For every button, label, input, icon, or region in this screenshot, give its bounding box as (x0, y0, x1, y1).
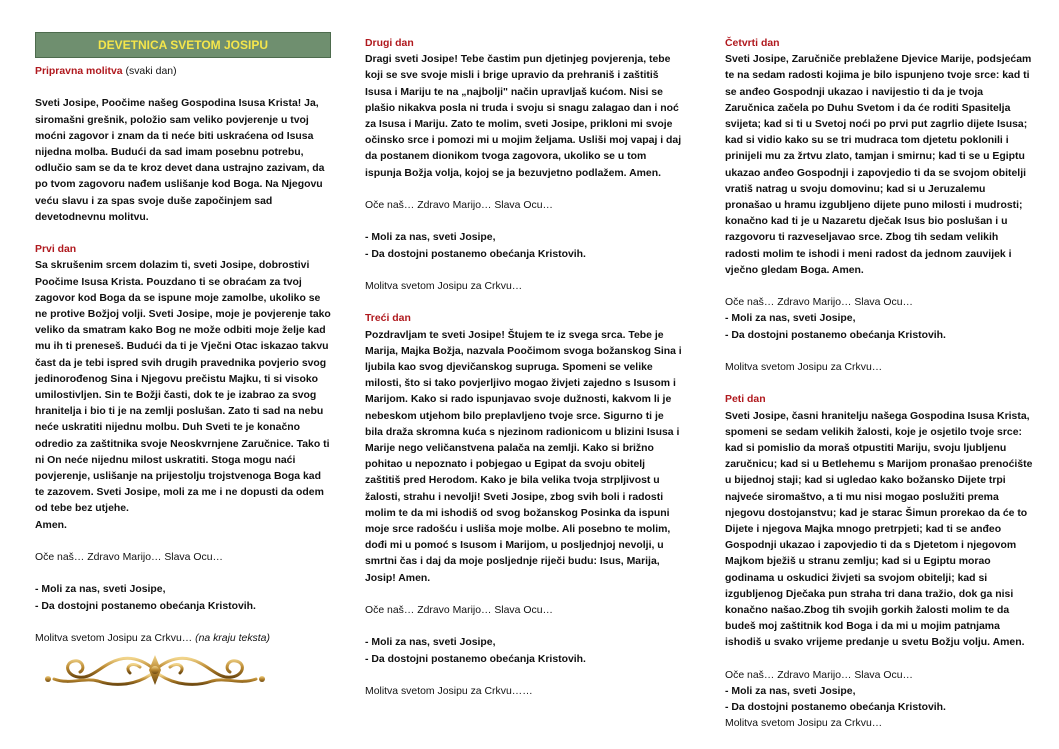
day2-heading: Drugi dan (365, 38, 414, 49)
response-line-2b: - Da dostojni postanemo obećanja Kristovih. (365, 653, 586, 665)
church-prayer: Molitva svetom Josipu za Crkvu… (725, 362, 883, 374)
church-prayer-2: Molitva svetom Josipu za Crkvu… (725, 718, 883, 730)
document-title: DEVETNICA SVETOM JOSIPU (35, 32, 331, 58)
day5-text: Sveti Josipe, časni hranitelju našega Gospodina Isusa Krista, spomeni se sedam velikih žalosti, koje je osjetilo tvoje srce: kad si pomislio da moraš otpustiti Mariju, svoju ljubljenu zaručnicu; kad si u Betlehemu s Marijom pronašao prenoćište u bijednoj staji; kad si ugledao kako božansko Dijete trpi najveće siromaštvo, a ti mu nisi mogao poslužiti prema njegovu dostojanstvu; kad je starac Šimun prorekao da će to Dijete i njegova Majka mnogo pretrpjeti; kad ti se anđeo Gospodnji ukazao i zapovjedio ti da s Djetetom i njegovom Majkom bježiš u stranu zemlju; kad si u Egiptu morao godinama u oskudici živjeti sa svojom obitelji; kad si izgubljenog Dječaka pun straha tri dana tražio, dok ga nisi konačno našao.Zbog tih svojih gorkih žalosti molim te da budeš moj zaštitnik kod Boga i da mi u mojim patnjama ishodiš u svako vrijeme predanje u svetu Božju volju. Amen. (725, 410, 1033, 649)
prayers-line: Oče naš… Zdravo Marijo… Slava Ocu… (365, 200, 553, 212)
prep-heading-line (35, 64, 331, 80)
prayers-line: Oče naš… Zdravo Marijo… Slava Ocu… (35, 552, 223, 564)
ornament-divider-icon (40, 647, 270, 693)
day5-heading: Peti dan (725, 394, 766, 406)
column-1 (35, 32, 331, 647)
response-line-2: - Da dostojni postanemo obećanja Kristovih. (365, 248, 586, 260)
prayers-line-2: Oče naš… Zdravo Marijo… Slava Ocu… (725, 669, 913, 681)
response-line-1: - Moli za nas, sveti Josipe, (35, 584, 166, 596)
response-line-1b: - Moli za nas, sveti Josipe, (365, 637, 496, 649)
church-prayer-note: (na kraju teksta) (192, 633, 270, 645)
prayers-line-2: Oče naš… Zdravo Marijo… Slava Ocu… (365, 605, 553, 617)
column-2 (365, 36, 683, 700)
response-line-2: - Da dostojni postanemo obećanja Kristovih. (725, 329, 946, 341)
response-line-1: - Moli za nas, sveti Josipe, (725, 313, 856, 325)
response-line-2: - Da dostojni postanemo obećanja Kristovih. (35, 600, 256, 612)
day4-heading: Četvrti dan (725, 38, 780, 49)
church-prayer: Molitva svetom Josipu za Crkvu… (365, 281, 523, 292)
church-prayer-2: Molitva svetom Josipu za Crkvu…… (365, 686, 533, 698)
prep-note: (svaki dan) (122, 66, 177, 77)
day4-text: Sveti Josipe, Zaručniče preblažene Djevice Marije, podsjećam te na sedam radosti kojima je bilo ispunjeno tvoje srce: kad ti se anđeo Gospodnji ukazao i navijestio ti da je tvoja Zaručnica začela po Duhu Svetom i da će roditi Spasitelja svijeta; kad si ti u Svetoj noći po prvi put zagrlio dijete Isusa; kad si vidio kako su se tri mudraca tom djetetu poklonili i prinijeli mu za žrtvu zlato, tamjan i smirnu; kad ti se u Egiptu ukazao anđeo Gospodnji i zapovjedio ti da se svojom obitelji vratiš natrag u svoju domovinu; kad si u Jeruzalemu pronašao u hramu izgubljeno dijete puno milosti i mudrosti; konačno kad ti je u Nazaretu dječak Isus bio poslušan i u razgovoru ti razveseljavao srce. Zbog tih sedam velikih radosti molim te ishodi i meni radost da jednom zauvijek i vječno gledam Boga. Amen. (725, 54, 1032, 276)
prep-heading: Pripravna molitva (35, 66, 123, 77)
day3-heading: Treći dan (365, 313, 411, 325)
day1-amen: Amen. (35, 519, 67, 531)
church-prayer: Molitva svetom Josipu za Crkvu… (35, 633, 193, 645)
prayers-line: Oče naš… Zdravo Marijo… Slava Ocu… (725, 297, 913, 309)
day3-text: Pozdravljam te sveti Josipe! Štujem te iz svega srca. Tebe je Marija, Majka Božja, nazvala Poočimom svoga božanskog Sina i ljubila kao svog djevičanskog supruga. Spomeni se velike milosti, što si tako povjerljivo mogao živjeti zajedno s Isusom i Marijom. Kako si rado ispunjavao svoje dužnosti, kakvom li je nebeskom utjehom bilo preplavljeno tvoje srce. Sigurno ti je bila draža skromna kuća s njezinom radionicom u blizini Isusa i Marije nego veličanstvena palača na zemlji. Kako si brižno pohitao u nepoznato i pobjegao u Egipat da svoju obitelj zaštitiš pred Herodom. Kako je bila velika tvoja strpljivost u žalosti, strahu i nevolji! Sveti Josipe, zbog svih boli i radosti molim te da mi ishodiš od svog božanskog Posinka da ispuni moje srce radošću i usliša moje molbe. Ali posebno te molim, dođi mi u pomoć s Isusom i Marijom, u posljednjoj nevolji, u smrtni čas i daj da moje posljednje riječi budu: Isus, Marija, Josip! Amen. (365, 329, 682, 584)
response-line-1b: - Moli za nas, sveti Josipe, (725, 686, 856, 698)
day1-heading: Prvi dan (35, 244, 77, 256)
day2-text: Dragi sveti Josipe! Tebe častim pun djetinjeg povjerenja, tebe koji se sve svoje misli i brige upravio da prehraniš i zaštitiš Isusa i Mariju te na „najbolji" način upravljaš kućom. Nisi se plašio nikakva posla ni truda i svoju si snagu zalagao dan i noć za Isusa i Mariju. Zato te molim, sveti Josipe, prikloni mi svoje očinsko srce i pomozi mi u mojim željama. Usliši moj vapaj i daj da postanem dionikom tvoga zagovora, ukoliko se u tom ispunja Božja volja, kojoj se ja bezuvjetno podlažem. Amen. (365, 54, 682, 179)
church-prayer-line (35, 631, 331, 647)
prep-text: Sveti Josipe, Poočime našeg Gospodina Isusa Krista! Ja, siromašni grešnik, položio sam veliko povjerenje u tvoj moćni zagovor i znam da ti neće biti uskraćena od Isusa nijedna molba. Budući da sad imam posebnu potrebu, odlučio sam se da te kroz devet dana ustrajno zazivam, da po tvom zagovoru nađem uslišanje kod Boga. Na Njegovu veću slavu i za spas svoje duše započinjem sad devetodnevnu molitvu. (35, 98, 325, 223)
response-line-1: - Moli za nas, sveti Josipe, (365, 232, 496, 244)
response-line-2b: - Da dostojni postanemo obećanja Kristovih. (725, 702, 946, 714)
day1-text: Sa skrušenim srcem dolazim ti, sveti Josipe, dobrostivi Poočime Isusa Krista. Pouzdano ti se obraćam za tvoj zagovor kod Boga da se ispune moje zamolbe, ukoliko se ne protive Božjoj volji. Sveti Josipe, moje je povjerenje tako veliko da smatram kako Bog ne može odbiti moje želje kad mu ih ti preneseš. Budući da ti je Vječni Otac iskazao takvu čast da je tebi ispred svih drugih pravednika povjerio svog jedinorođenog Sina i Njegovu prečistu Majku, ti si visoko umilostivljen. Sin te Božji časti, dok te je izabrao za svog hranitelja i bio ti je na zemlji poslušan. Zato ti sad na nebu neće uskratiti nijednu molbu. Duh Sveti te je konačno odredio za zaštitnika svoje Neoskvrnjene Zaručnice. Tako ti ni On neće nijednu milost uskratiti. Stoga mogu naći povjerenje, uslišanje na prijestolju trojstvenoga Boga kad te zazovem. Sveti Josipe, moli za me i ne dopusti da odem od tebe bez utjehe. (35, 260, 331, 515)
column-3 (725, 36, 1035, 733)
